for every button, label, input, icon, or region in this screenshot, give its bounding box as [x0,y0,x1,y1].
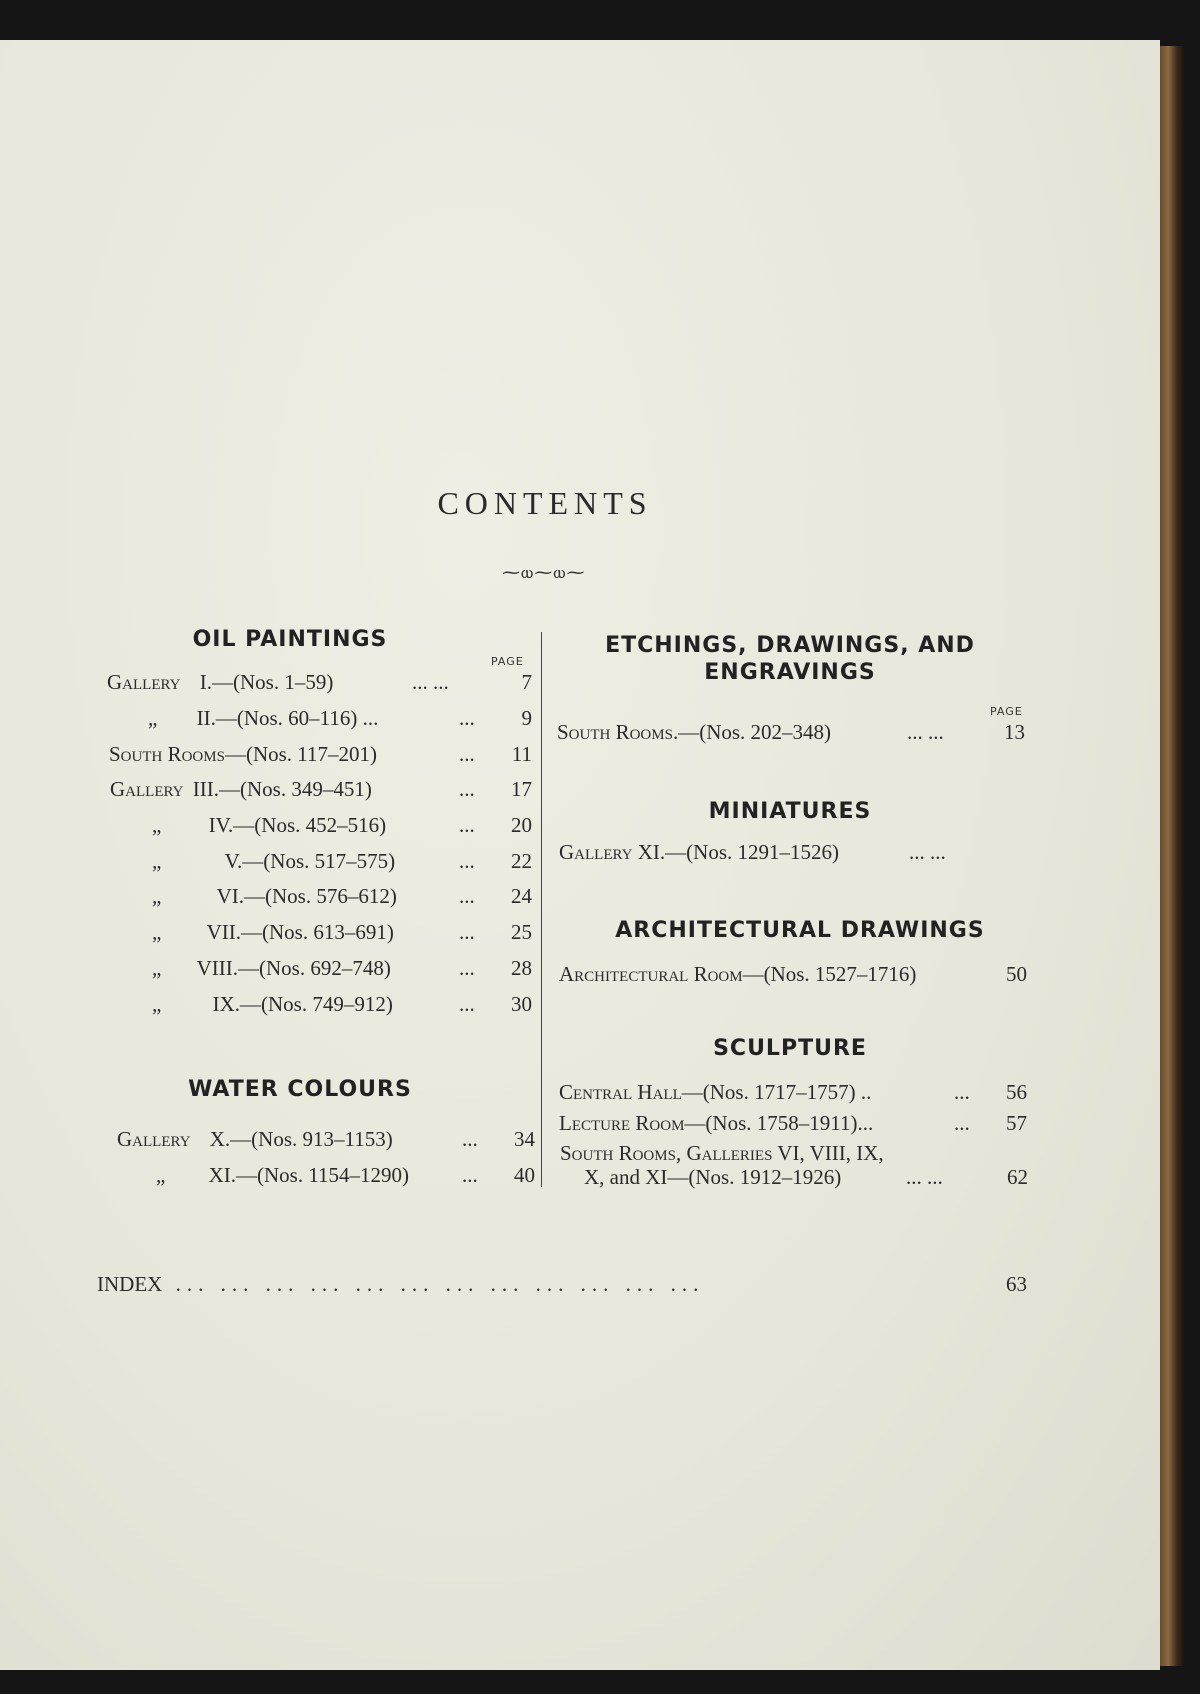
toc-entry: South Rooms, Galleries VI, VIII, IX, [560,1141,884,1165]
page-column-label: PAGE [491,655,524,668]
toc-entry: Central Hall—(Nos. 1717–1757) .. ... 56 [559,1080,1027,1104]
toc-entry: X, and XI—(Nos. 1912–1926) ... ... 62 [584,1165,1028,1189]
oil-paintings-heading: OIL PAINTINGS [192,627,388,652]
index-entry: INDEX ... ... ... ... ... ... ... ... ... ... ... ... 63 [97,1272,1027,1296]
toc-entry: Gallery XI.—(Nos. 1291–1526) ... ... [559,840,946,864]
toc-entry: Architectural Room—(Nos. 1527–1716) 50 [559,962,1027,986]
toc-entry: South Rooms—(Nos. 117–201) ... 11 [109,742,532,766]
miniatures-heading: MINIATURES [708,799,872,824]
toc-entry: „ VII.—(Nos. 613–691) ... 25 [152,920,532,944]
toc-entry: „ II.—(Nos. 60–116) ... ... 9 [148,706,532,730]
toc-entry: Gallery I.—(Nos. 1–59) ... ... 7 [107,670,532,694]
contents-title: CONTENTS [437,485,653,521]
architectural-drawings-heading: ARCHITECTURAL DRAWINGS [615,918,985,943]
sculpture-heading: SCULPTURE [713,1036,867,1061]
etchings-heading-line2: ENGRAVINGS [704,660,876,685]
toc-entry: „ IX.—(Nos. 749–912) ... 30 [152,992,532,1016]
toc-entry: Lecture Room—(Nos. 1758–1911)... ... 57 [559,1111,1027,1135]
page-column-label: PAGE [990,705,1023,718]
column-divider [541,632,542,1187]
toc-entry: Gallery X.—(Nos. 913–1153) ... 34 [117,1127,535,1151]
water-colours-heading: WATER COLOURS [188,1077,412,1102]
toc-entry: „ VI.—(Nos. 576–612) ... 24 [152,884,532,908]
ornament-divider: ⁓ⲱ⁓ⲱ⁓ [502,562,586,582]
toc-entry: South Rooms.—(Nos. 202–348) ... ... 13 [557,720,1025,744]
toc-entry: „ IV.—(Nos. 452–516) ... 20 [152,813,532,837]
etchings-heading-line1: ETCHINGS, DRAWINGS, AND [605,633,975,658]
book-spine [1160,46,1184,1666]
toc-entry: „ XI.—(Nos. 1154–1290) ... 40 [156,1163,535,1187]
toc-entry: „ V.—(Nos. 517–575) ... 22 [152,849,532,873]
toc-entry: Gallery III.—(Nos. 349–451) ... 17 [110,777,532,801]
toc-entry: „ VIII.—(Nos. 692–748) ... 28 [152,956,532,980]
